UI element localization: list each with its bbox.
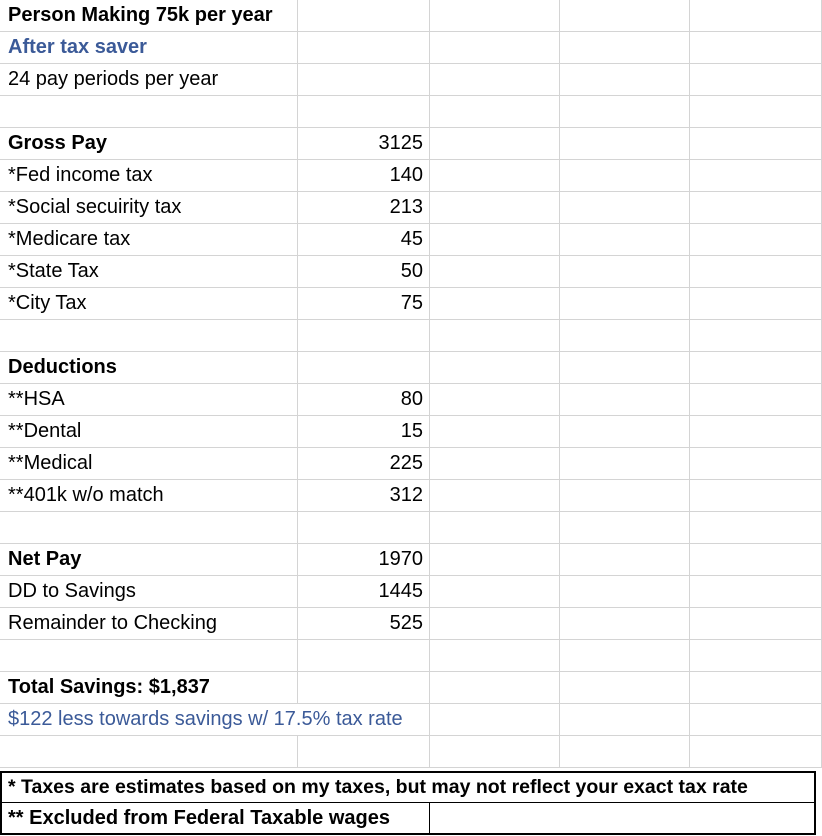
tax-label[interactable]: *Medicare tax xyxy=(0,224,298,256)
cell[interactable] xyxy=(430,352,560,384)
cell[interactable] xyxy=(430,32,560,64)
cell[interactable] xyxy=(560,192,690,224)
cell[interactable] xyxy=(430,384,560,416)
cell[interactable] xyxy=(690,224,822,256)
cell[interactable] xyxy=(560,448,690,480)
cell[interactable] xyxy=(298,640,430,672)
cell[interactable] xyxy=(560,640,690,672)
sheet-row xyxy=(0,640,822,672)
cell[interactable] xyxy=(690,288,822,320)
cell[interactable] xyxy=(560,480,690,512)
cell[interactable] xyxy=(690,352,822,384)
cell[interactable] xyxy=(690,672,822,704)
sheet-row xyxy=(0,96,822,128)
tax-value[interactable]: 213 xyxy=(298,192,430,224)
tax-value[interactable]: 140 xyxy=(298,160,430,192)
tax-value[interactable]: 45 xyxy=(298,224,430,256)
sheet-row xyxy=(0,0,822,32)
sheet-row xyxy=(0,160,822,192)
cell[interactable] xyxy=(430,448,560,480)
dd-savings-label[interactable]: DD to Savings xyxy=(0,576,298,608)
cell[interactable] xyxy=(298,64,430,96)
cell[interactable] xyxy=(430,608,560,640)
cell[interactable] xyxy=(430,64,560,96)
cell[interactable] xyxy=(690,512,822,544)
footnote-taxes[interactable]: * Taxes are estimates based on my taxes, but may not reflect your exact tax rate xyxy=(0,772,816,803)
cell[interactable] xyxy=(690,640,822,672)
cell[interactable] xyxy=(430,320,560,352)
sheet-row xyxy=(0,32,822,64)
deductions-label[interactable]: Deductions xyxy=(0,352,298,384)
sheet-row xyxy=(0,803,822,835)
cell[interactable] xyxy=(690,704,822,736)
sheet-row xyxy=(0,192,822,224)
periods-cell[interactable]: 24 pay periods per year xyxy=(0,64,298,96)
sheet-row xyxy=(0,256,822,288)
cell[interactable] xyxy=(0,736,298,768)
cell[interactable] xyxy=(560,704,690,736)
sheet-row xyxy=(0,704,822,736)
footnote-excluded[interactable]: ** Excluded from Federal Taxable wages xyxy=(0,803,430,835)
cell[interactable] xyxy=(430,224,560,256)
title-cell[interactable]: Person Making 75k per year xyxy=(0,0,298,32)
cell[interactable] xyxy=(690,96,822,128)
tax-label[interactable]: *Fed income tax xyxy=(0,160,298,192)
tax-value[interactable]: 75 xyxy=(298,288,430,320)
cell[interactable] xyxy=(690,256,822,288)
cell[interactable] xyxy=(430,288,560,320)
cell[interactable] xyxy=(690,544,822,576)
sheet-row xyxy=(0,64,822,96)
deduction-label[interactable]: **HSA xyxy=(0,384,298,416)
cell[interactable] xyxy=(560,352,690,384)
dd-savings-value[interactable]: 1445 xyxy=(298,576,430,608)
cell[interactable] xyxy=(690,608,822,640)
cell[interactable] xyxy=(430,96,560,128)
cell[interactable] xyxy=(560,608,690,640)
cell[interactable] xyxy=(298,352,430,384)
cell[interactable] xyxy=(690,416,822,448)
cell[interactable] xyxy=(690,64,822,96)
cell[interactable] xyxy=(430,672,560,704)
deduction-value[interactable]: 80 xyxy=(298,384,430,416)
cell[interactable] xyxy=(690,32,822,64)
cell[interactable] xyxy=(560,288,690,320)
tax-label[interactable]: *City Tax xyxy=(0,288,298,320)
cell[interactable] xyxy=(0,640,298,672)
cell[interactable] xyxy=(560,96,690,128)
cell[interactable] xyxy=(430,640,560,672)
sheet-row xyxy=(0,772,822,803)
sheet-row xyxy=(0,320,822,352)
deduction-label[interactable]: **Dental xyxy=(0,416,298,448)
cell[interactable] xyxy=(0,96,298,128)
cell[interactable] xyxy=(690,192,822,224)
cell[interactable] xyxy=(560,224,690,256)
cell[interactable] xyxy=(690,480,822,512)
sheet-row xyxy=(0,288,822,320)
cell[interactable] xyxy=(560,32,690,64)
gross-pay-label[interactable]: Gross Pay xyxy=(0,128,298,160)
cell[interactable] xyxy=(298,320,430,352)
tax-label[interactable]: *State Tax xyxy=(0,256,298,288)
sheet-row xyxy=(0,672,822,704)
tax-label[interactable]: *Social secuirity tax xyxy=(0,192,298,224)
cell[interactable] xyxy=(690,160,822,192)
cell[interactable] xyxy=(298,96,430,128)
cell[interactable] xyxy=(430,736,560,768)
cell[interactable] xyxy=(690,384,822,416)
tax-value[interactable]: 50 xyxy=(298,256,430,288)
deduction-value[interactable]: 15 xyxy=(298,416,430,448)
cell[interactable] xyxy=(560,736,690,768)
cell[interactable] xyxy=(690,448,822,480)
cell[interactable] xyxy=(560,256,690,288)
cell[interactable] xyxy=(298,512,430,544)
cell[interactable] xyxy=(298,32,430,64)
cell[interactable] xyxy=(298,672,430,704)
cell[interactable] xyxy=(430,0,560,32)
cell[interactable] xyxy=(0,320,298,352)
cell[interactable] xyxy=(430,160,560,192)
sheet-row xyxy=(0,384,822,416)
sheet-row xyxy=(0,416,822,448)
gross-pay-value[interactable]: 3125 xyxy=(298,128,430,160)
cell[interactable] xyxy=(430,544,560,576)
sheet-row xyxy=(0,224,822,256)
cell[interactable] xyxy=(560,0,690,32)
cell[interactable] xyxy=(430,480,560,512)
total-savings-cell[interactable]: Total Savings: $1,837 xyxy=(0,672,298,704)
net-pay-value[interactable]: 1970 xyxy=(298,544,430,576)
cell[interactable] xyxy=(430,192,560,224)
cell[interactable] xyxy=(560,544,690,576)
net-pay-label[interactable]: Net Pay xyxy=(0,544,298,576)
cell[interactable] xyxy=(560,64,690,96)
cell[interactable] xyxy=(298,0,430,32)
subtitle-cell[interactable]: After tax saver xyxy=(0,32,298,64)
cell[interactable] xyxy=(560,512,690,544)
cell[interactable] xyxy=(560,128,690,160)
cell[interactable] xyxy=(430,416,560,448)
cell[interactable] xyxy=(560,672,690,704)
cell[interactable] xyxy=(690,736,822,768)
sheet-row xyxy=(0,480,822,512)
cell[interactable] xyxy=(560,576,690,608)
sheet-row xyxy=(0,512,822,544)
deduction-value[interactable]: 225 xyxy=(298,448,430,480)
cell[interactable] xyxy=(690,0,822,32)
remainder-label[interactable]: Remainder to Checking xyxy=(0,608,298,640)
cell[interactable] xyxy=(430,512,560,544)
cell[interactable] xyxy=(560,320,690,352)
cell[interactable] xyxy=(690,576,822,608)
deduction-label[interactable]: **401k w/o match xyxy=(0,480,298,512)
cell[interactable] xyxy=(0,512,298,544)
cell[interactable] xyxy=(430,128,560,160)
sheet-row xyxy=(0,128,822,160)
sheet-row xyxy=(0,352,822,384)
remainder-value[interactable]: 525 xyxy=(298,608,430,640)
less-savings-note[interactable]: $122 less towards savings w/ 17.5% tax rate xyxy=(0,704,430,736)
sheet-row xyxy=(0,608,822,640)
cell[interactable] xyxy=(298,736,430,768)
sheet-row xyxy=(0,576,822,608)
cell[interactable] xyxy=(430,576,560,608)
cell[interactable] xyxy=(690,128,822,160)
sheet-row xyxy=(0,448,822,480)
sheet-row xyxy=(0,544,822,576)
cell[interactable] xyxy=(430,256,560,288)
sheet-row xyxy=(0,736,822,768)
cell[interactable] xyxy=(690,320,822,352)
cell[interactable] xyxy=(430,704,560,736)
cell[interactable] xyxy=(560,416,690,448)
deduction-label[interactable]: **Medical xyxy=(0,448,298,480)
cell[interactable] xyxy=(560,160,690,192)
cell[interactable] xyxy=(560,384,690,416)
deduction-value[interactable]: 312 xyxy=(298,480,430,512)
cell[interactable] xyxy=(430,803,816,835)
